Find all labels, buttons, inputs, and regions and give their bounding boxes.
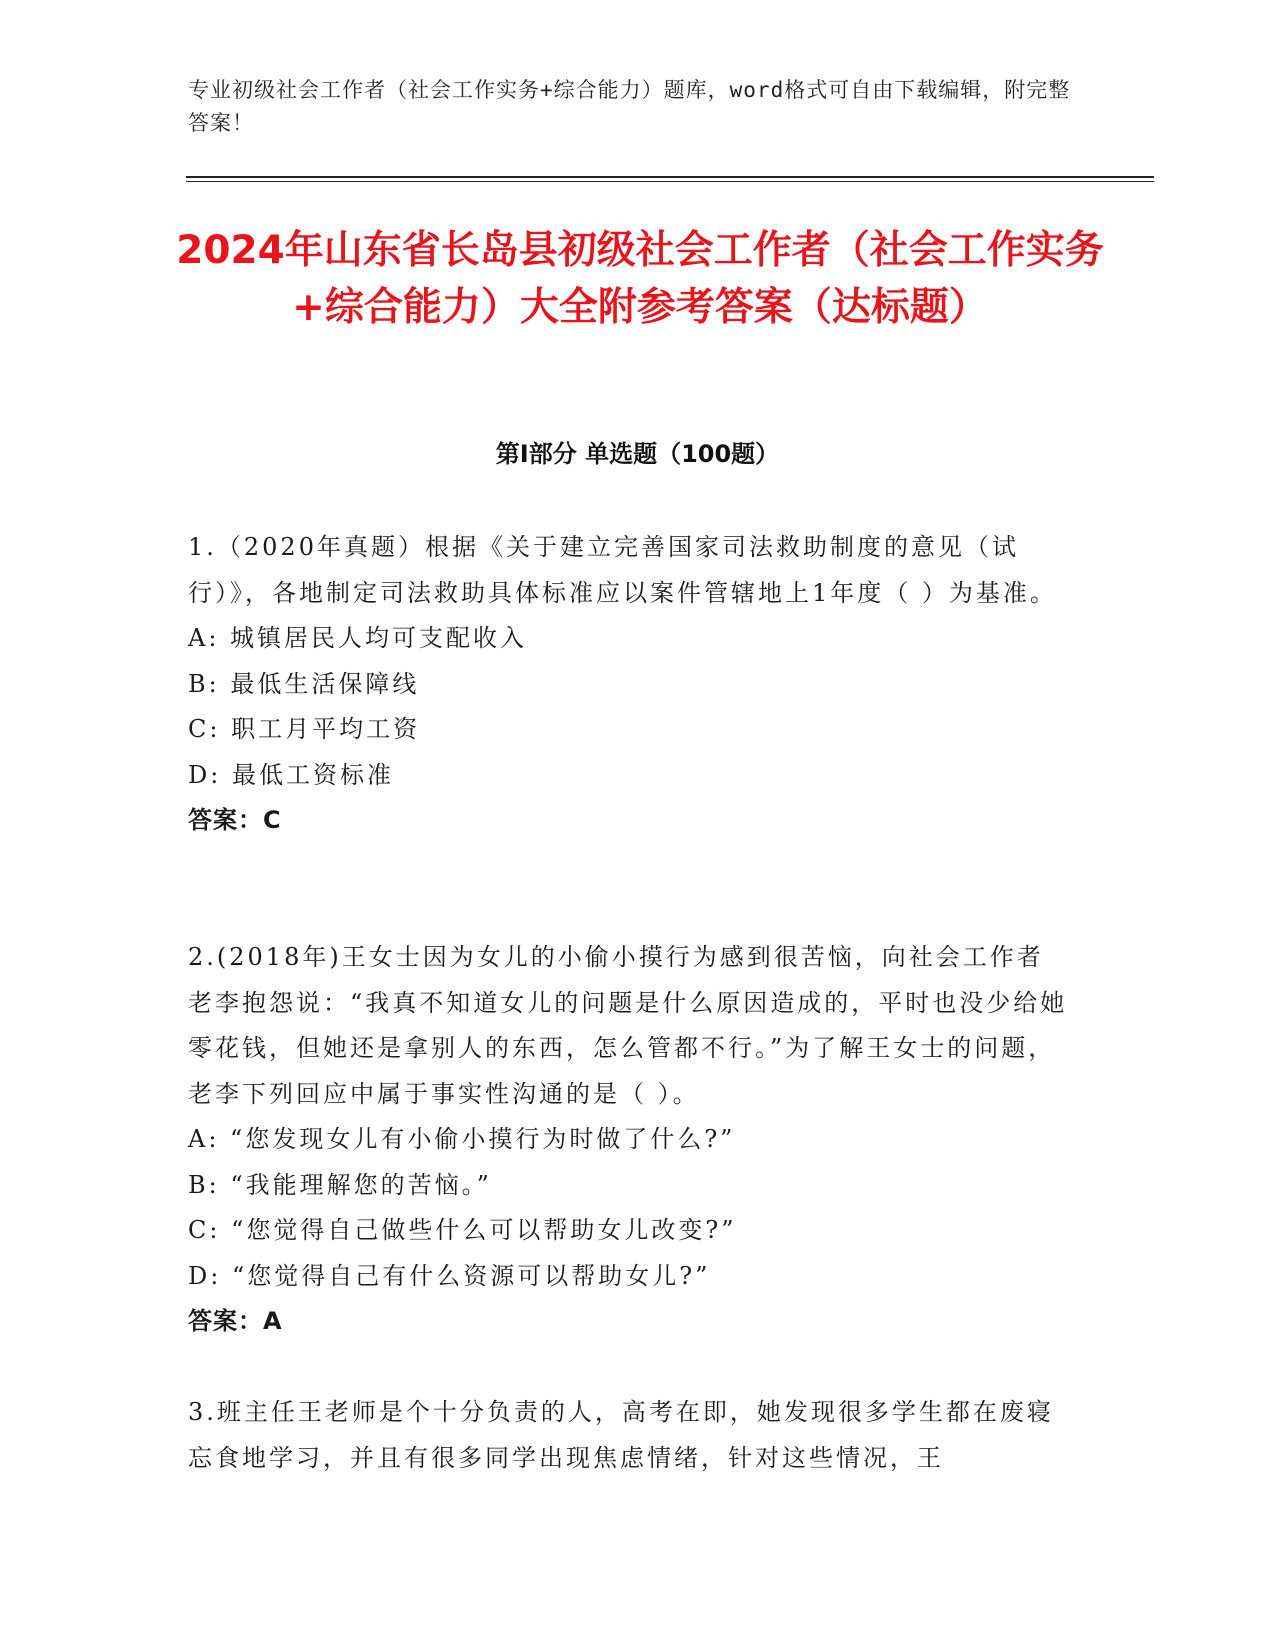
section-heading: 第I部分 单选题（100题）	[495, 440, 780, 468]
question-stem: 1.（2020年真题）根据《关于建立完善国家司法救助制度的意见（试行）》，各地制定司法救助具体标准应以案件管辖地上1年度（ ）为基准。	[188, 533, 1057, 607]
option-d: D: 最低工资标准	[188, 760, 394, 789]
question-2	[188, 935, 1068, 1345]
option-a: A: 城镇居民人均可支配收入	[188, 624, 528, 652]
option-b: B: 最低生活保障线	[188, 669, 420, 698]
option-a: A: “您发现女儿有小偷小摸行为时做了什么?”	[188, 1125, 736, 1153]
option-c: C: “您觉得自己做些什么可以帮助女儿改变?”	[188, 1216, 737, 1244]
option-c: C: 职工月平均工资	[188, 715, 421, 743]
question-stem: 3.班主任王老师是个十分负责的人，高考在即，她发现很多学生都在废寝忘食地学习，并且有很多同学出现焦虑情绪，针对这些情况，王	[188, 1398, 1054, 1472]
question-3	[188, 1390, 1068, 1481]
answer-line: 答案：A	[188, 1307, 283, 1335]
question-1	[188, 525, 1068, 844]
option-d: D: “您觉得自己有什么资源可以帮助女儿?”	[188, 1261, 711, 1290]
option-b: B: “我能理解您的苦恼。”	[188, 1170, 492, 1199]
header-divider	[186, 176, 1154, 178]
question-stem: 2.(2018年)王女士因为女儿的小偷小摸行为感到很苦恼，向社会工作者老李抱怨说：“我真不知道女儿的问题是什么原因造成的，平时也没少给她零花钱，但她还是拿别人的东西，怎么管都不行。”为了解王女士的问题，老李下列回应中属于事实性沟通的是（ ）。	[188, 943, 1068, 1108]
header-divider-thin	[186, 181, 1154, 182]
header-note: 专业初级社会工作者（社会工作实务+综合能力）题库，word格式可自由下载编辑，附完整答案！	[188, 78, 1071, 135]
answer-line: 答案：C	[188, 806, 282, 834]
document-title: 2024年山东省长岛县初级社会工作者（社会工作实务+综合能力）大全附参考答案（达标题）	[176, 228, 1104, 330]
